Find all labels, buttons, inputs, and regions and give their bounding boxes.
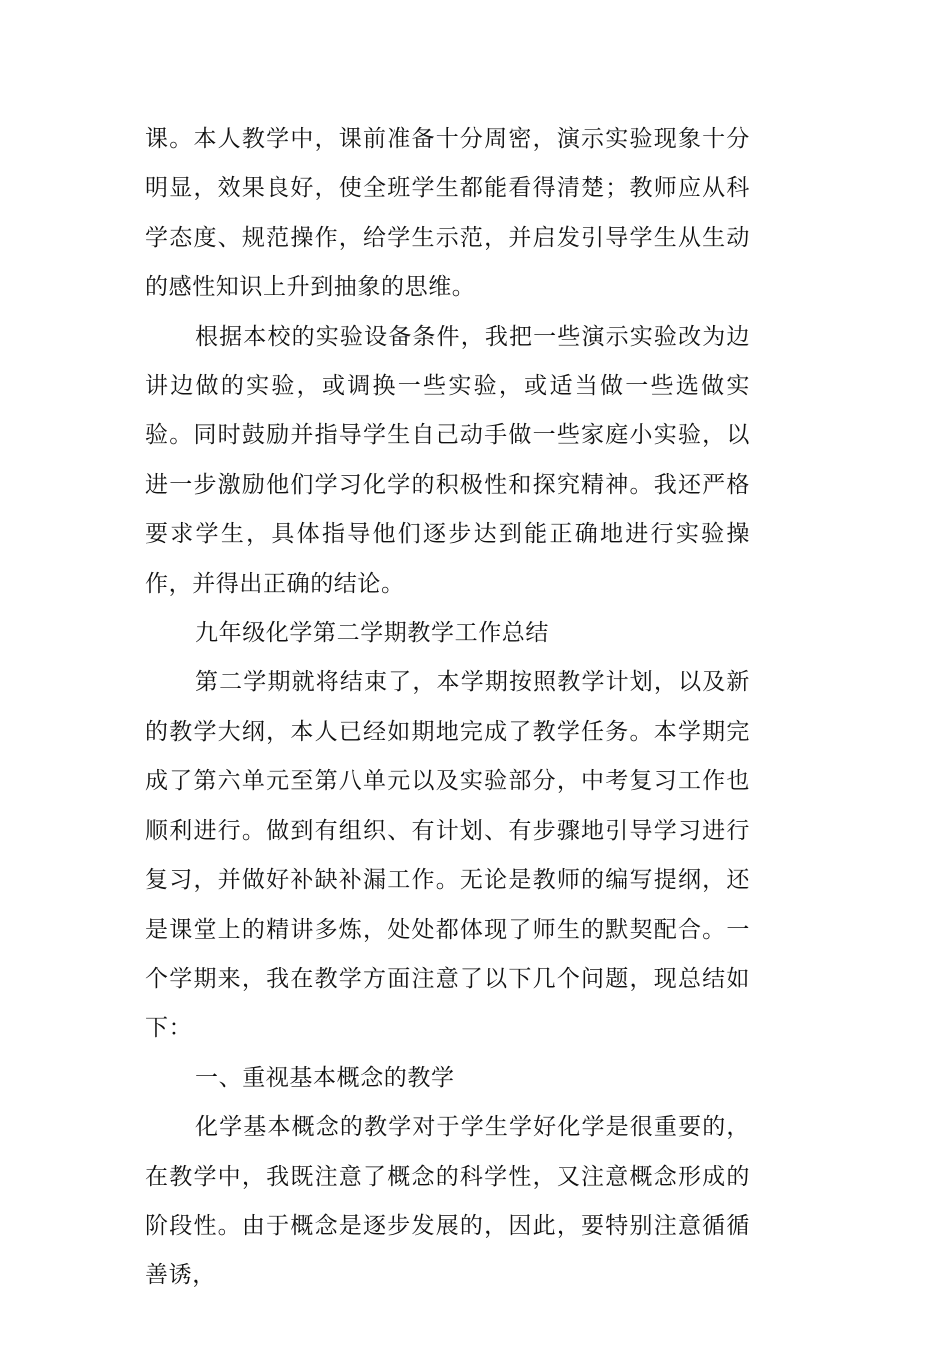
section-title: 九年级化学第二学期教学工作总结 xyxy=(195,620,549,647)
section-heading-basic-concepts: 一、重视基本概念的教学 xyxy=(195,1064,455,1091)
paragraph-semester-summary: 第二学期就将结束了，本学期按照教学计划，以及新的教学大纲，本人已经如期地完成了教学任务。本学期完成了第六单元至第八单元以及实验部分，中考复习工作也顺利进行。做到有组织、有计划、有步骤地引导学习进行复习，并做好补缺补漏工作。无论是教师的编写提纲，还是课堂上的精讲多炼，处处都体现了师生的默契配合。一个学期来，我在教学方面注意了以下几个问题，现总结如下： xyxy=(145,669,750,1042)
paragraph-continuation: 课。本人教学中，课前准备十分周密，演示实验现象十分明显，效果良好，使全班学生都能看得清楚；教师应从科学态度、规范操作，给学生示范，并启发引导学生从生动的感性知识上升到抽象的思维。 xyxy=(145,126,750,301)
document-body xyxy=(145,115,750,1301)
paragraph-lab-equipment: 根据本校的实验设备条件，我把一些演示实验改为边讲边做的实验，或调换一些实验，或适当做一些选做实验。同时鼓励并指导学生自己动手做一些家庭小实验，以进一步激励他们学习化学的积极性和探究精神。我还严格要求学生，具体指导他们逐步达到能正确地进行实验操作，并得出正确的结论。 xyxy=(145,323,750,597)
paragraph-basic-concepts: 化学基本概念的教学对于学生学好化学是很重要的，在教学中，我既注意了概念的科学性，又注意概念形成的阶段性。由于概念是逐步发展的，因此，要特别注意循循善诱， xyxy=(145,1114,750,1289)
